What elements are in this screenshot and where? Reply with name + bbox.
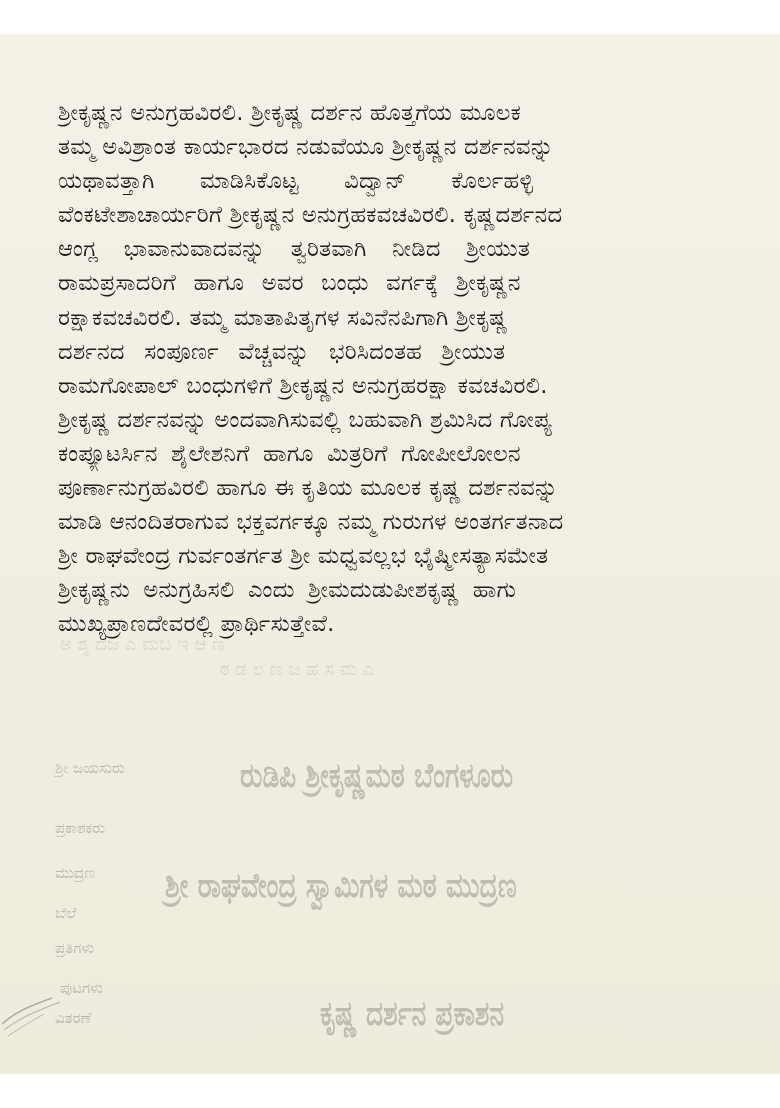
show-through-text: ಬೆಲೆ — [55, 904, 77, 922]
text-line: ಆಂಗ್ಲ ಭಾವಾನುವಾದವನ್ನು ತ್ವರಿತವಾಗಿ ನೀಡಿದ ಶ್ರೀಯುತ — [58, 236, 531, 263]
text-line: ಶ್ರೀಕೃಷ್ಣ ದರ್ಶನವನ್ನು ಅಂದವಾಗಿಸುವಲ್ಲಿ ಬಹುವಾಗಿ ಶ್ರಮಿಸಿದ ಗೋಪ್ಯ — [58, 406, 552, 433]
text-line: ಶ್ರೀಕೃಷ್ಣನು ಅನುಗ್ರಹಿಸಲಿ ಎಂದು ಶ್ರೀಮದುಡುಪೀಶಕೃಷ್ಣ ಹಾಗು — [58, 577, 517, 604]
text-line: ಯಥಾವತ್ತಾಗಿ ಮಾಡಿಸಿಕೊಟ್ಟ ವಿದ್ವಾನ್ ಕೊರ್ಲಹಳ್ಳಿ — [58, 168, 534, 195]
text-line: ರಾಮಗೋಪಾಲ್ ಬಂಧುಗಳಿಗೆ ಶ್ರೀಕೃಷ್ಣನ ಅನುಗ್ರಹರಕ್ಷಾ ಕವಚವಿರಲಿ. — [58, 372, 548, 399]
show-through-text: ಶ್ರೀ ರಾಘವೇಂದ್ರ ಸ್ವಾಮಿಗಳ ಮಠ ಮುದ್ರಣ — [165, 866, 517, 906]
text-line: ರಕ್ಷಾಕವಚವಿರಲಿ. ತಮ್ಮ ಮಾತಾಪಿತೃಗಳ ಸವಿನೆನಪಿಗಾಗಿ ಶ್ರೀಕೃಷ್ಣ — [58, 304, 508, 331]
show-through-text: ಕೃಷ್ಣ ದರ್ಶನ ಪ್ರಕಾಶನ — [320, 994, 505, 1034]
show-through-text: ಅ ಶ್ಶ ದಜ ಎ ಮಬ ಇ ಆ ಣ — [60, 634, 225, 655]
paper-scratch-mark — [0, 984, 70, 1044]
show-through-text: ಮುದ್ರಣ — [55, 864, 96, 882]
text-line: ಮುಖ್ಯಪ್ರಾಣದೇವರಲ್ಲಿ ಪ್ರಾರ್ಥಿಸುತ್ತೇವೆ. — [58, 611, 335, 638]
show-through-text: ಪುಟಗಳು — [60, 979, 104, 997]
show-through-text: ರುಡಿಪಿ ಶ್ರೀಕೃಷ್ಣಮಠ ಬೆಂಗಳೂರು — [240, 756, 514, 796]
text-line: ಮಾಡಿ ಆನಂದಿತರಾಗುವ ಭಕ್ತವರ್ಗಕ್ಕೂ ನಮ್ಮ ಗುರುಗಳ ಅಂತರ್ಗತನಾದ — [58, 509, 564, 536]
text-line: ದರ್ಶನದ ಸಂಪೂರ್ಣ ವೆಚ್ಚವನ್ನು ಭರಿಸಿದಂತಹ ಶ್ರೀಯುತ — [58, 338, 506, 365]
scanned-paper — [0, 34, 780, 1074]
show-through-text: ಪ್ರಕಾಶಕರು — [55, 819, 105, 837]
text-line: ಶ್ರೀ ರಾಘವೇಂದ್ರ ಗುರ್ವಂತರ್ಗತ ಶ್ರೀ ಮಧ್ವವಲ್ಲಭ ಭೈಷ್ಮೀಸತ್ಯಾಸಮೇತ — [58, 543, 549, 570]
text-line: ವೆಂಕಟೇಶಾಚಾರ್ಯರಿಗೆ ಶ್ರೀಕೃಷ್ಣನ ಅನುಗ್ರಹಕವಚವಿರಲಿ. ಕೃಷ್ಣದರ್ಶನದ — [58, 202, 563, 229]
show-through-text: ಠ ಡ ಲ ಣ ಜ ಹ ಸ ಮ ಎ — [220, 659, 374, 680]
text-line: ತಮ್ಮ ಅವಿಶ್ರಾಂತ ಕಾರ್ಯಭಾರದ ನಡುವೆಯೂ ಶ್ರೀಕೃಷ್ಣನ ದರ್ಶನವನ್ನು — [58, 134, 554, 161]
text-line: ಕಂಪ್ಯೂಟರ್ಸಿನ ಶೈಲೇಶನಿಗೆ ಹಾಗೂ ಮಿತ್ರರಿಗೆ ಗೋಪೀಲೋಲನ — [58, 440, 521, 467]
text-line: ರಾಮಪ್ರಸಾದರಿಗೆ ಹಾಗೂ ಅವರ ಬಂಧು ವರ್ಗಕ್ಕೆ ಶ್ರೀಕೃಷ್ಣನ — [58, 270, 521, 297]
show-through-text: ಶ್ರೀ ಜಯಸುರು — [55, 759, 125, 777]
show-through-text: ವಿತರಣೆ — [55, 1009, 92, 1027]
text-line: ಶ್ರೀಕೃಷ್ಣನ ಅನುಗ್ರಹವಿರಲಿ. ಶ್ರೀಕೃಷ್ಣ ದರ್ಶನ ಹೊತ್ತಗೆಯ ಮೂಲಕ — [58, 100, 522, 126]
body-paragraph — [58, 96, 718, 642]
text-line: ಪೂರ್ಣಾನುಗ್ರಹವಿರಲಿ ಹಾಗೂ ಈ ಕೃತಿಯ ಮೂಲಕ ಕೃಷ್ಣ ದರ್ಶನವನ್ನು — [58, 475, 559, 502]
show-through-text: ಪ್ರತಿಗಳು — [55, 939, 95, 957]
